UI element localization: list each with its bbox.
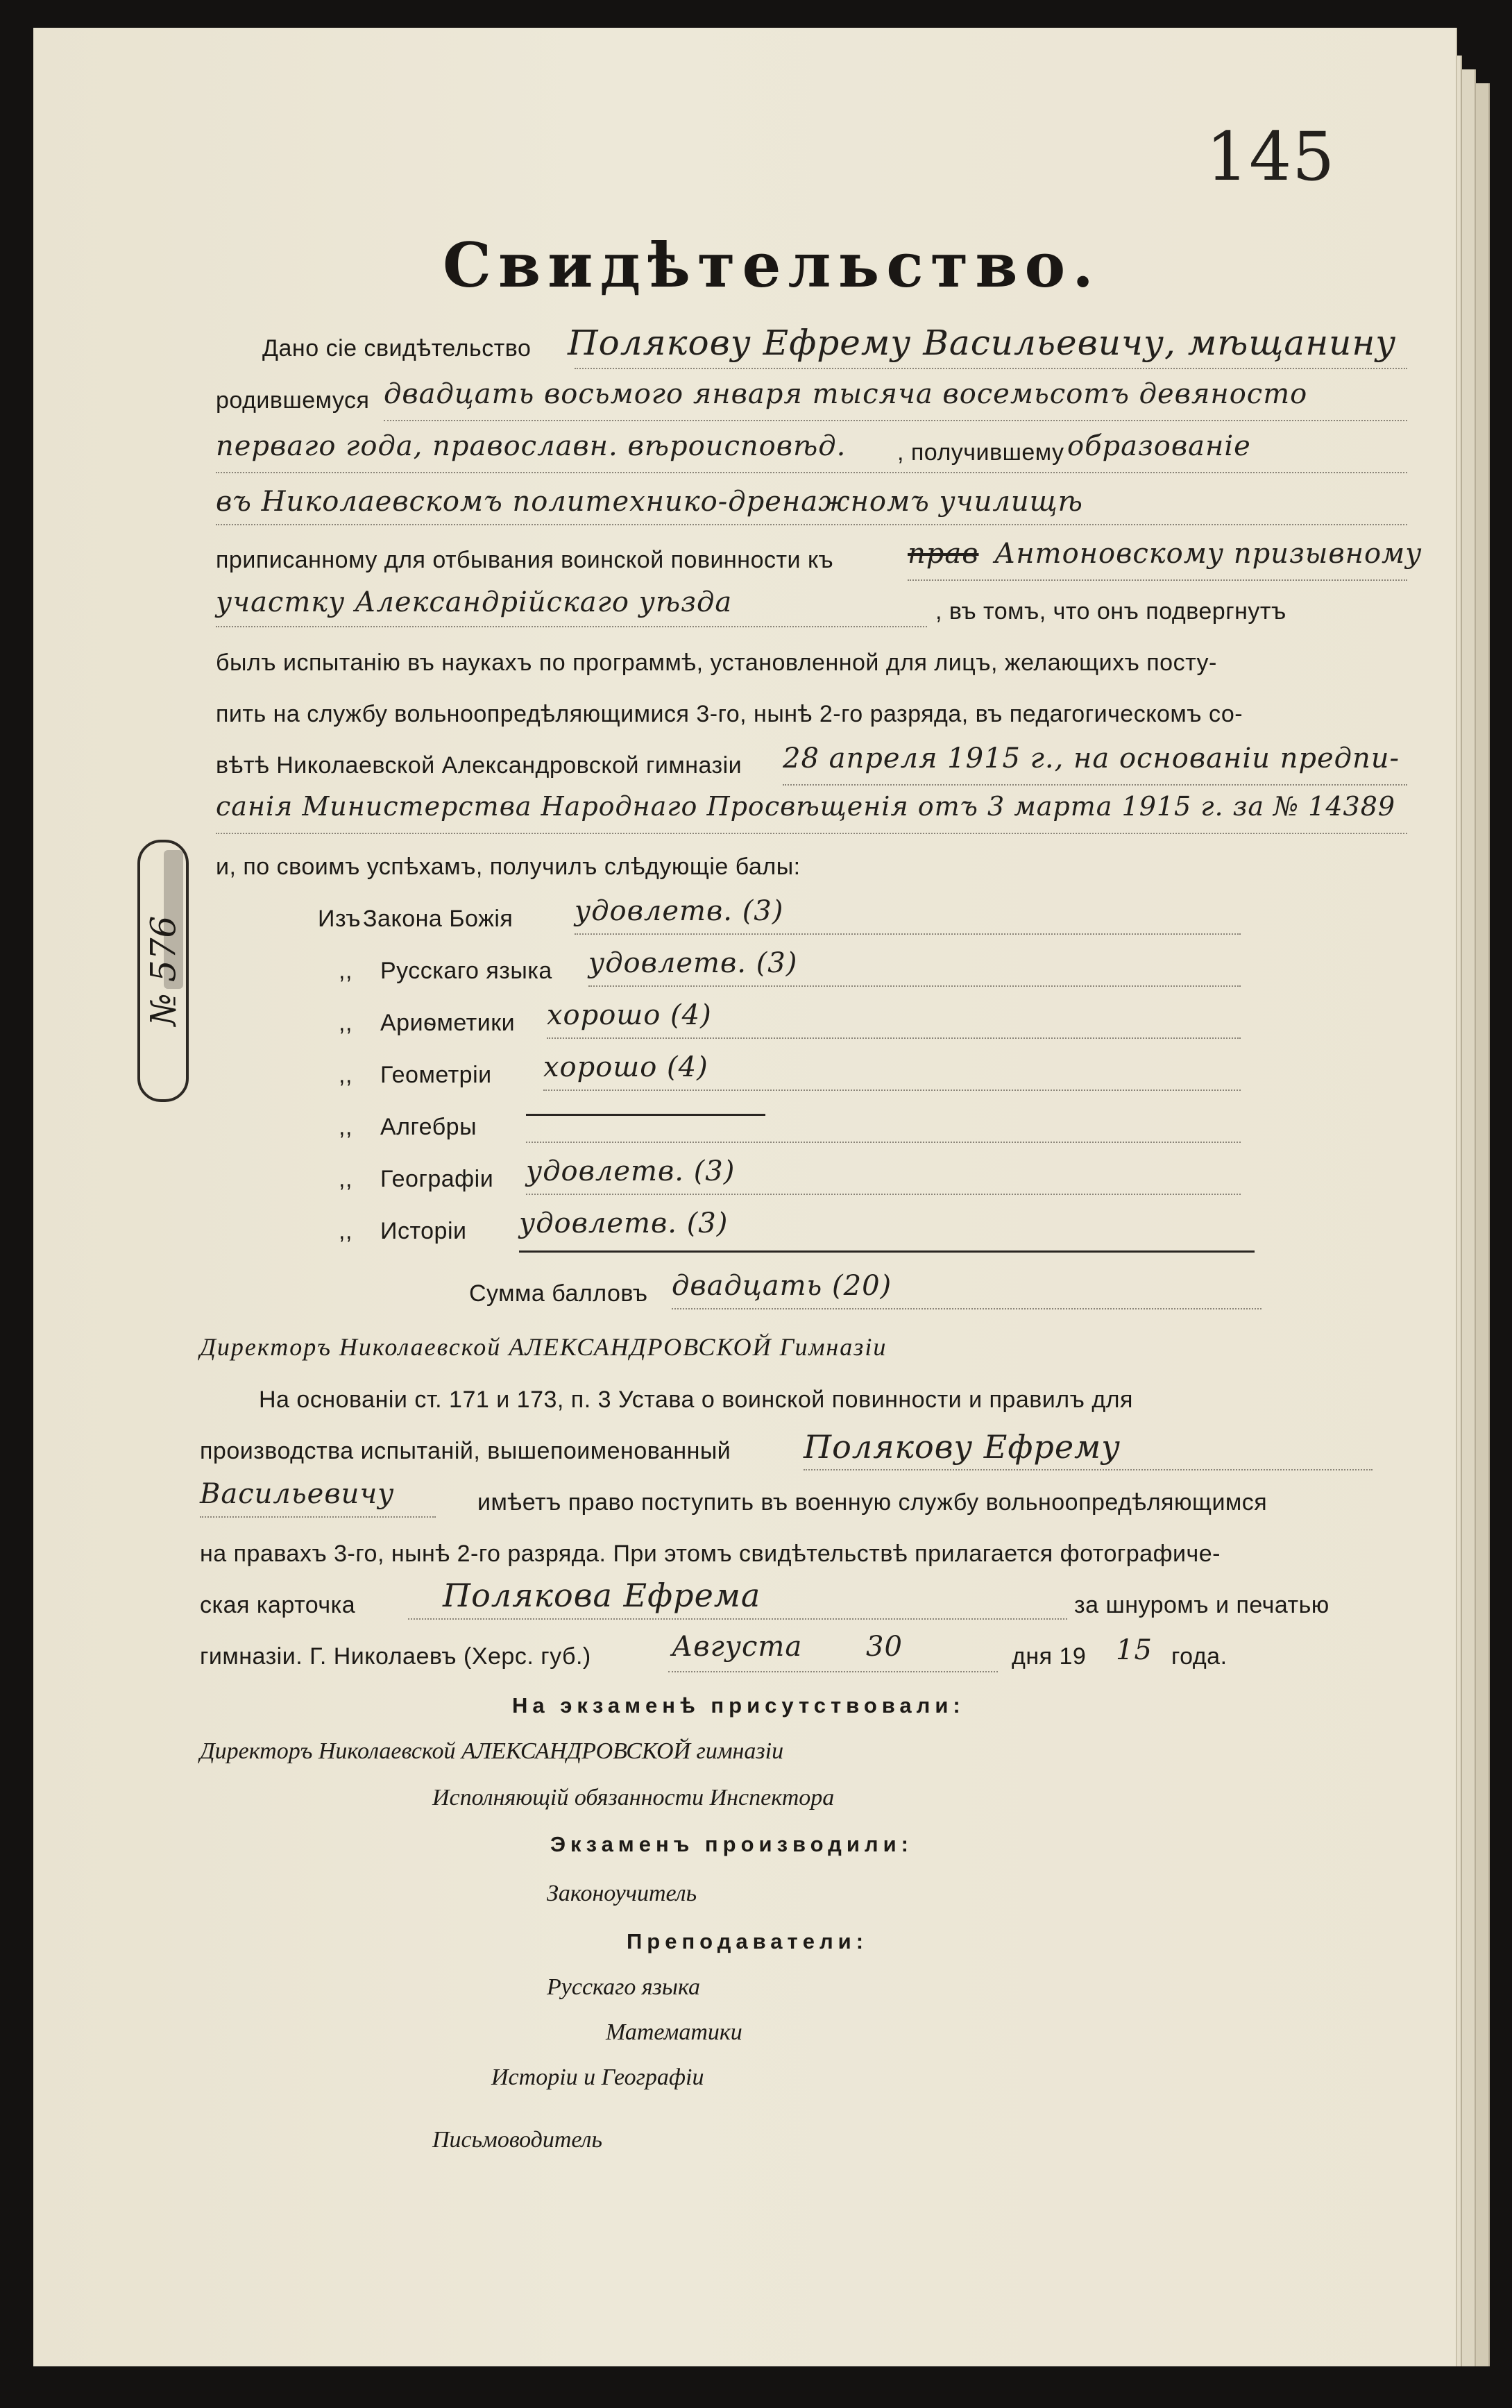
fill-line: [588, 985, 1241, 987]
educated-label: , получившему: [897, 439, 1064, 466]
handwritten-struck: прав: [908, 538, 979, 570]
director-signature-line: Директоръ Николаевской АЛЕКСАНДРОВСКОЙ Гимназіи: [200, 1333, 887, 1361]
page-number: 145: [1206, 118, 1336, 196]
grade-prefix: ,,: [339, 1062, 352, 1088]
grade-value: удовлетв. (3): [575, 895, 784, 927]
body-text: пить на службу вольноопредѣляющимися 3-го, нынѣ 2-го разряда, въ педагогическомъ со-: [216, 701, 1243, 727]
teachers-heading: Преподаватели:: [627, 1929, 869, 1953]
law-teacher-label: Законоучитель: [547, 1881, 697, 1906]
grade-subject: Русскаго языка: [380, 958, 552, 984]
handwritten-name: Полякову Ефрему: [804, 1428, 1121, 1466]
fill-line: [783, 784, 1407, 786]
council-text: вѣтѣ Николаевской Александровской гимназіи: [216, 752, 742, 779]
handwritten-exam-date: 28 апреля 1915 г., на основаніи предпи-: [783, 743, 1400, 774]
russian-teacher-label: Русскаго языка: [547, 1974, 701, 2000]
grade-prefix: ,,: [339, 958, 352, 984]
certificate-page: [33, 28, 1456, 2366]
fill-line: [526, 1142, 1241, 1143]
basis-text: за шнуромъ и печатью: [1074, 1592, 1330, 1618]
present-inspector: Исполняющій обязанности Инспектора: [432, 1785, 835, 1811]
handwritten-day: 30: [866, 1631, 903, 1663]
fill-line: [200, 1516, 436, 1518]
sum-value: двадцать (20): [672, 1270, 892, 1302]
grade-value: хорошо (4): [547, 999, 712, 1031]
grade-prefix: ,,: [339, 1218, 352, 1244]
grade-prefix: ,,: [339, 1114, 352, 1140]
body-text: былъ испытанію въ наукахъ по программѣ, установленной для лицъ, желающихъ посту-: [216, 650, 1217, 676]
history-teacher-label: Исторіи и Географіи: [491, 2064, 704, 2090]
handwritten-ministry: санія Министерства Народнаго Просвѣщенія отъ 3 марта 1915 г. за № 14389: [216, 791, 1396, 822]
grade-value: удовлетв. (3): [588, 947, 798, 979]
sum-label: Сумма балловъ: [469, 1280, 648, 1307]
grade-subject: Геометріи: [380, 1062, 492, 1088]
fill-line: [668, 1671, 998, 1672]
fill-line: [547, 1037, 1241, 1039]
document-title: Свидѣтельство.: [443, 229, 1101, 301]
grade-prefix: ,,: [339, 1010, 352, 1036]
grade-value: удовлетв. (3): [526, 1155, 736, 1187]
grades-intro: и, по своимъ успѣхамъ, получилъ слѣдующіе балы:: [216, 854, 801, 880]
place-text: гимназіи. Г. Николаевъ (Херс. губ.): [200, 1643, 591, 1670]
grade-subject: Географіи: [380, 1166, 494, 1192]
fill-line: [804, 1469, 1373, 1470]
handwritten-religion: перваго года, православн. вѣроисповѣд.: [216, 430, 847, 462]
fill-line: [216, 524, 1407, 525]
grade-dash: [526, 1114, 765, 1116]
present-director: Директоръ Николаевской АЛЕКСАНДРОВСКОЙ гимназіи: [200, 1738, 784, 1764]
fill-line: [575, 933, 1241, 935]
sum-rule: [519, 1250, 1255, 1253]
grade-subject: Исторіи: [380, 1218, 467, 1244]
fill-line: [216, 472, 1407, 473]
stamp-number: № 576: [143, 915, 183, 1026]
handwritten-patronymic: Васильевичу: [200, 1478, 395, 1510]
fill-line: [216, 833, 1407, 834]
handwritten-photo-name: Полякова Ефрема: [443, 1577, 761, 1614]
fill-line: [216, 626, 927, 627]
born-label: родившемуся: [216, 387, 370, 414]
basis-text: производства испытаній, вышепоименованный: [200, 1438, 731, 1464]
year-label: дня 19: [1012, 1643, 1087, 1670]
grade-value: хорошо (4): [543, 1051, 708, 1083]
handwritten-month: Августа: [672, 1631, 803, 1663]
fill-line: [526, 1194, 1241, 1195]
grade-prefix: Изъ: [318, 906, 362, 932]
fill-line: [543, 1089, 1241, 1091]
assigned-text: приписанному для отбывания воинской повинности къ: [216, 547, 834, 573]
fill-line: [408, 1618, 1067, 1620]
subjected-text: , въ томъ, что онъ подвергнутъ: [935, 598, 1286, 625]
fill-line: [575, 368, 1407, 369]
grade-prefix: ,,: [339, 1166, 352, 1192]
year-end: года.: [1171, 1643, 1228, 1670]
intro-text: Дано сіе свидѣтельство: [262, 335, 532, 362]
fill-line: [908, 579, 1407, 581]
grade-subject: Алгебры: [380, 1114, 477, 1140]
fill-line: [384, 420, 1407, 421]
handwritten-birthdate: двадцать восьмого января тысяча восемьсотъ девяносто: [384, 378, 1308, 410]
handwritten-education: образованіе: [1067, 430, 1251, 462]
grade-subject: Ариѳметики: [380, 1010, 516, 1036]
handwritten-name: Полякову Ефрему Васильевичу, мѣщанину: [568, 323, 1397, 363]
photo-card-label: ская карточка: [200, 1592, 356, 1618]
clerk-label: Письмоводитель: [432, 2127, 602, 2153]
fill-line: [672, 1308, 1262, 1309]
basis-text: на правахъ 3-го, нынѣ 2-го разряда. При этомъ свидѣтельствѣ прилагается фотографиче-: [200, 1541, 1221, 1567]
grade-subject: Закона Божія: [363, 906, 513, 932]
handwritten-year: 15: [1116, 1634, 1153, 1666]
handwritten-uyezd: участку Александрійскаго уѣзда: [216, 586, 733, 618]
handwritten-district: Антоновскому призывному: [994, 538, 1422, 570]
basis-text: имѣетъ право поступить въ военную службу вольноопредѣляющимся: [477, 1489, 1268, 1516]
examiners-heading: Экзаменъ производили:: [550, 1832, 913, 1856]
number-stamp: [137, 840, 189, 1102]
handwritten-school: въ Николаевскомъ политехнико-дренажномъ училищѣ: [216, 486, 1083, 518]
basis-text: На основаніи ст. 171 и 173, п. 3 Устава о воинской повинности и правилъ для: [259, 1387, 1133, 1413]
present-heading: На экзаменѣ присутствовали:: [512, 1693, 965, 1718]
math-teacher-label: Математики: [606, 2019, 742, 2045]
grade-value: удовлетв. (3): [519, 1207, 729, 1239]
